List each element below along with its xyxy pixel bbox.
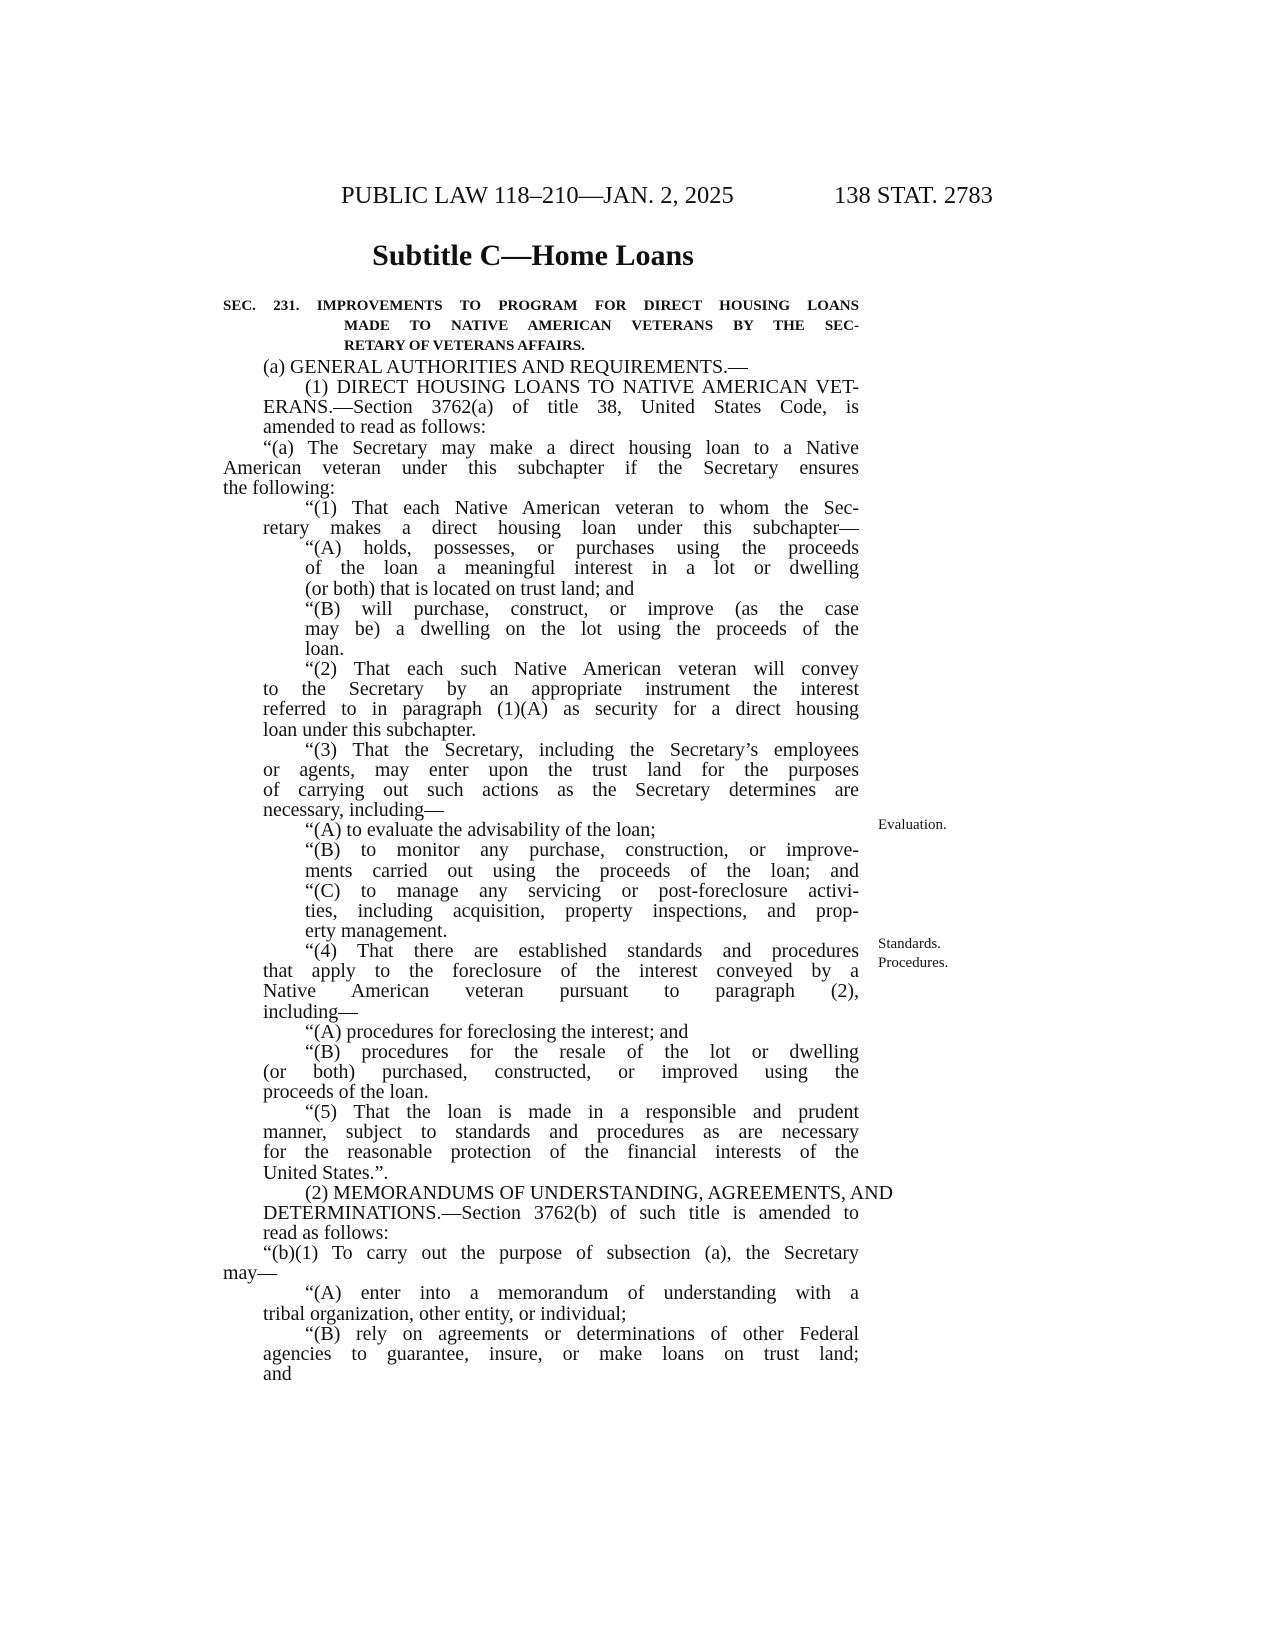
text-line: tribal organization, other entity, or individual; xyxy=(263,1302,627,1325)
text-line: agencies to guarantee, insure, or make loans on trust land; xyxy=(263,1342,859,1365)
text-line: DETERMINATIONS.—Section 3762(b) of such title is amended to xyxy=(263,1201,859,1224)
text-line: “(3) That the Secretary, including the Secretary’s employees xyxy=(305,738,859,761)
text-line: for the reasonable protection of the financial interests of the xyxy=(263,1141,859,1164)
text-line: retary makes a direct housing loan under this subchapter— xyxy=(263,517,859,540)
text-line: “(5) That the loan is made in a responsible and prudent xyxy=(305,1101,859,1124)
text-line: loan. xyxy=(305,637,345,660)
text-line: or agents, may enter upon the trust land for the purposes xyxy=(263,758,859,781)
subtitle-heading: Subtitle C—Home Loans xyxy=(372,239,694,272)
section-heading-line: MADE TO NATIVE AMERICAN VETERANS BY THE SEC- xyxy=(344,318,859,334)
text-line: “(4) That there are established standards and procedures xyxy=(305,940,859,963)
text-line: erty management. xyxy=(305,919,448,942)
text-line: “(B) rely on agreements or determinations of other Federal xyxy=(305,1322,859,1345)
text-line: ties, including acquisition, property inspections, and prop- xyxy=(305,899,859,922)
margin-note-procedures: Procedures. xyxy=(878,955,949,971)
text-line: “(A) procedures for foreclosing the interest; and xyxy=(305,1020,689,1043)
section-heading-line: RETARY OF VETERANS AFFAIRS. xyxy=(344,338,585,354)
text-line: including— xyxy=(263,1000,359,1023)
text-line: “(2) That each such Native American veteran will convey xyxy=(305,658,859,681)
text-line: the following: xyxy=(223,476,336,499)
text-line: “(A) to evaluate the advisability of the loan; xyxy=(305,819,656,842)
text-line: amended to read as follows: xyxy=(263,416,487,439)
text-line: of carrying out such actions as the Secretary determines are xyxy=(263,778,859,801)
running-head: PUBLIC LAW 118–210—JAN. 2, 2025 xyxy=(341,182,734,209)
text-line: American veteran under this subchapter if the Secretary ensures xyxy=(223,456,859,479)
text-line: manner, subject to standards and procedures as are necessary xyxy=(263,1121,859,1144)
text-line: “(1) That each Native American veteran to whom the Sec- xyxy=(305,496,859,519)
margin-note-standards: Standards. xyxy=(878,936,941,952)
text-line: “(B) procedures for the resale of the lot or dwelling xyxy=(305,1040,859,1063)
text-line: “(C) to manage any servicing or post-foreclosure activi- xyxy=(305,879,859,902)
text-line: ERANS.—Section 3762(a) of title 38, United States Code, is xyxy=(263,396,859,419)
margin-note-evaluation: Evaluation. xyxy=(878,817,947,833)
text-line: (or both) that is located on trust land; and xyxy=(305,577,635,600)
text-line: and xyxy=(263,1363,292,1386)
text-line: may be) a dwelling on the lot using the proceeds of the xyxy=(305,617,859,640)
text-line: necessary, including— xyxy=(263,799,444,822)
subsection-a-heading: (a) GENERAL AUTHORITIES AND REQUIREMENTS.— xyxy=(263,356,748,378)
stat-page-number: 138 STAT. 2783 xyxy=(834,182,993,209)
text-line: may— xyxy=(223,1262,278,1285)
section-heading xyxy=(223,296,859,356)
text-line: loan under this subchapter. xyxy=(263,718,477,741)
section-body xyxy=(223,356,893,1386)
text-line: “(b)(1) To carry out the purpose of subsection (a), the Secretary xyxy=(263,1242,859,1265)
text-line: “(a) The Secretary may make a direct housing loan to a Native xyxy=(263,436,859,459)
text-line: of the loan a meaningful interest in a lot or dwelling xyxy=(305,557,859,580)
text-line: “(A) enter into a memorandum of understanding with a xyxy=(305,1282,859,1305)
text-line: to the Secretary by an appropriate instrument the interest xyxy=(263,678,859,701)
text-line: “(A) holds, possesses, or purchases using the proceeds xyxy=(305,537,859,560)
text-line: Native American veteran pursuant to paragraph (2), xyxy=(263,980,859,1003)
text-line: proceeds of the loan. xyxy=(263,1081,429,1104)
text-line: “(B) will purchase, construct, or improve (as the case xyxy=(305,597,859,620)
text-line: that apply to the foreclosure of the interest conveyed by a xyxy=(263,960,859,983)
text-line: ments carried out using the proceeds of the loan; and xyxy=(305,859,859,882)
text-line: referred to in paragraph (1)(A) as security for a direct housing xyxy=(263,698,859,721)
paragraph-2-heading: (2) MEMORANDUMS OF UNDERSTANDING, AGREEMENTS, AND xyxy=(305,1181,893,1204)
text-line: read as follows: xyxy=(263,1222,389,1245)
text-line: “(B) to monitor any purchase, construction, or improve- xyxy=(305,839,859,862)
text-line: (or both) purchased, constructed, or improved using the xyxy=(263,1060,859,1083)
paragraph-1-heading: (1) DIRECT HOUSING LOANS TO NATIVE AMERICAN VET- xyxy=(305,376,859,399)
section-heading-line: SEC. 231. IMPROVEMENTS TO PROGRAM FOR DIRECT HOUSING LOANS xyxy=(223,298,859,314)
text-line: United States.”. xyxy=(263,1161,389,1184)
